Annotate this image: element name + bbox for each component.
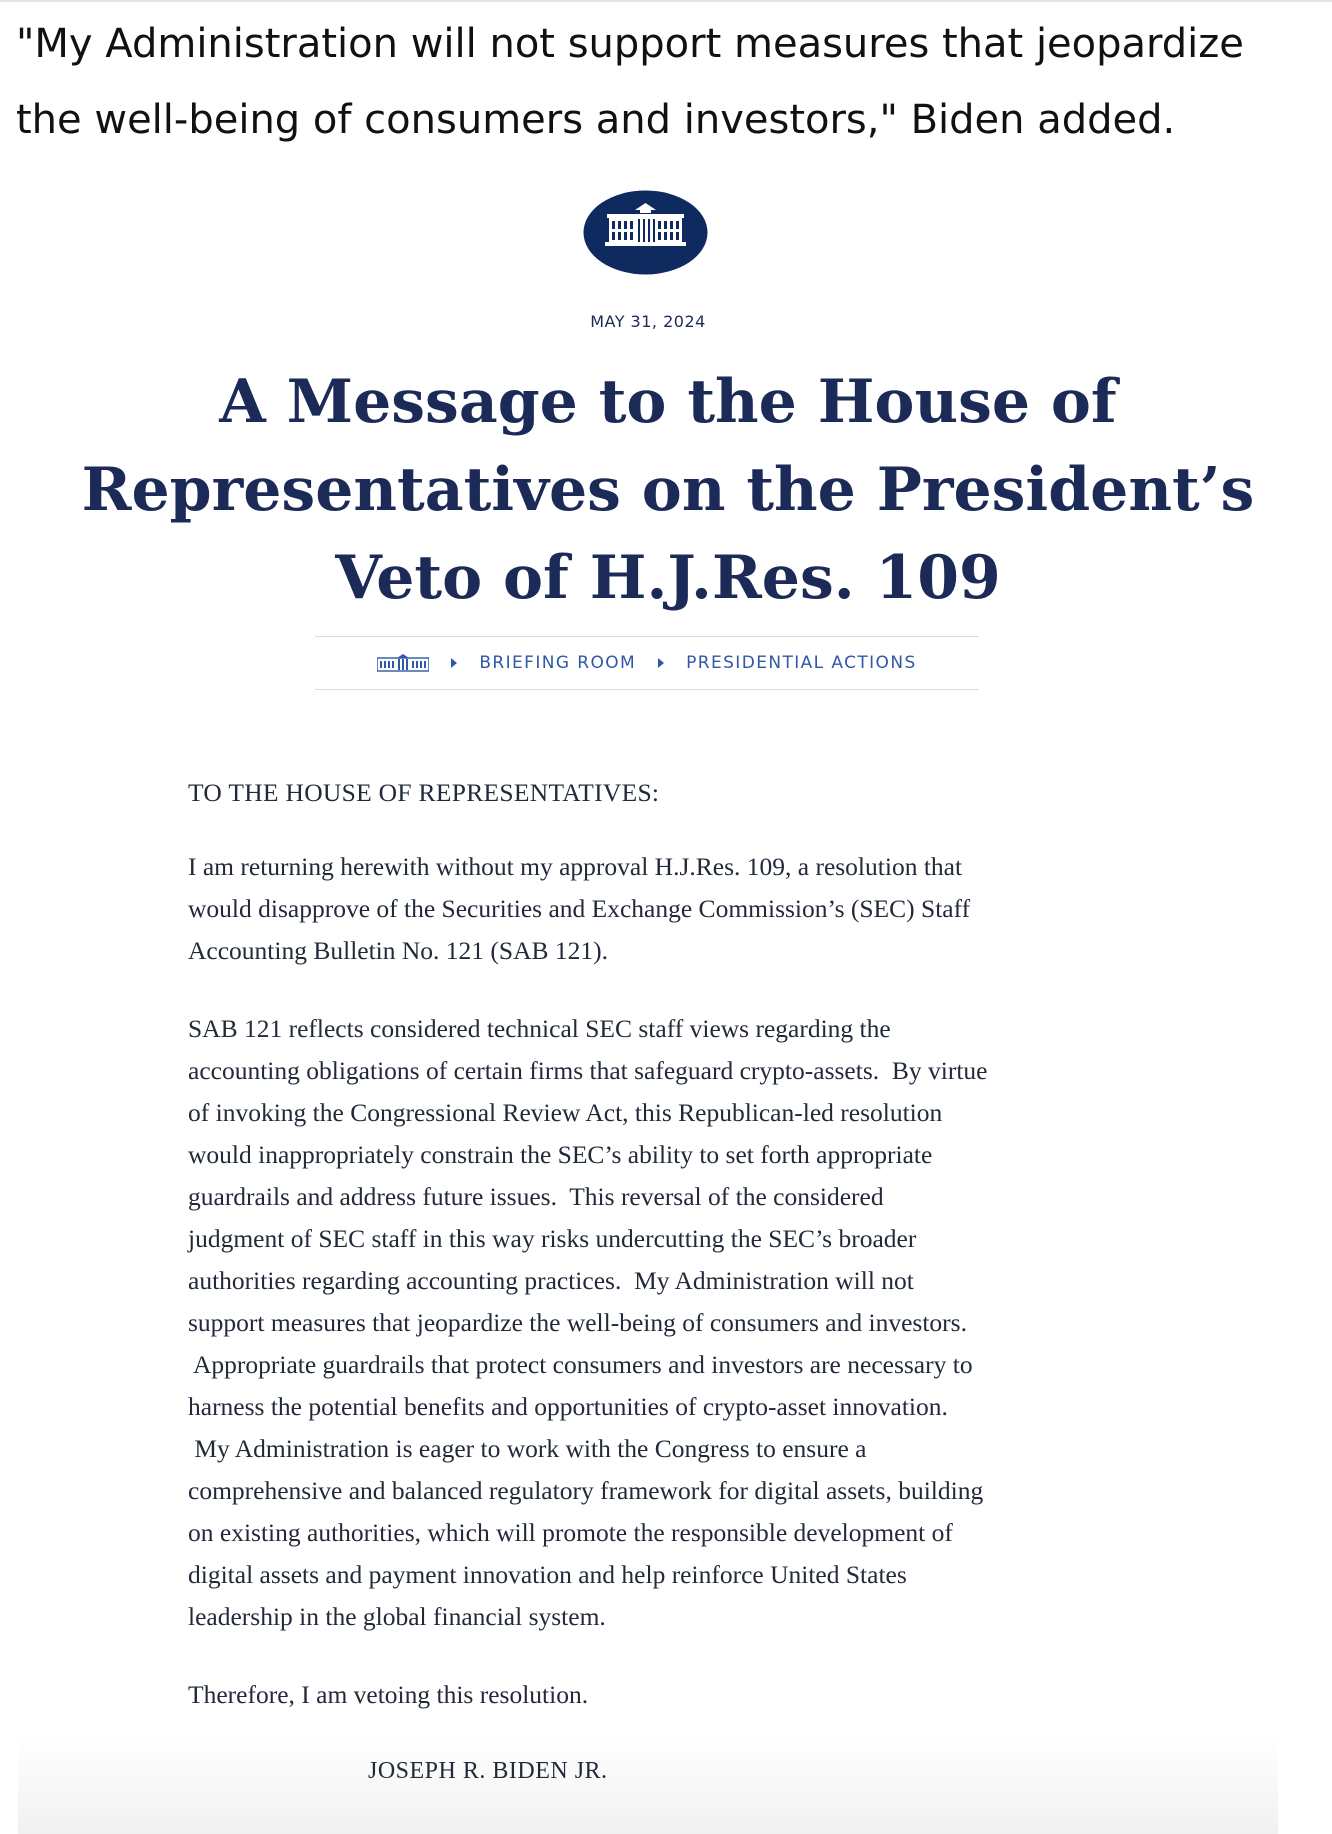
title-line: A Message to the House of: [219, 367, 1117, 437]
statement-body: [188, 772, 1128, 1752]
paragraph-2: [188, 1008, 1128, 1638]
paragraph-line: digital assets and payment innovation and help reinforce United States: [188, 1560, 907, 1589]
statement-screenshot: [18, 150, 1278, 1834]
title-line: Representatives on the President’s: [81, 455, 1255, 525]
paragraph-line: leadership in the global financial system.: [188, 1602, 606, 1631]
paragraph-line: Appropriate guardrails that protect consumers and investors are necessary to: [188, 1350, 973, 1379]
closing-line: Therefore, I am vetoing this resolution.: [188, 1680, 589, 1709]
signature-fade: [18, 1734, 1278, 1834]
paragraph-line: guardrails and address future issues. This reversal of the considered: [188, 1182, 884, 1211]
white-house-icon[interactable]: [377, 653, 429, 673]
title-line: Veto of H.J.Res. 109: [335, 543, 1001, 613]
article-quote: [16, 6, 1316, 158]
paragraph-line: on existing authorities, which will promote the responsible development of: [188, 1518, 953, 1547]
paragraph-line: would disapprove of the Securities and Exchange Commission’s (SEC) Staff: [188, 894, 971, 923]
paragraph-line: accounting obligations of certain firms that safeguard crypto-assets. By virtue: [188, 1056, 988, 1085]
caret-right-icon: [658, 658, 664, 668]
breadcrumb-presidential-actions[interactable]: PRESIDENTIAL ACTIONS: [686, 653, 917, 673]
paragraph-line: would inappropriately constrain the SEC’s ability to set forth appropriate: [188, 1140, 933, 1169]
paragraph-line: of invoking the Congressional Review Act, this Republican-led resolution: [188, 1098, 943, 1127]
paragraph-line: Accounting Bulletin No. 121 (SAB 121).: [188, 936, 609, 965]
top-divider: [0, 0, 1332, 2]
paragraph-line: authorities regarding accounting practices. My Administration will not: [188, 1266, 914, 1295]
white-house-seal-icon: [583, 190, 708, 275]
paragraph-line: I am returning herewith without my approval H.J.Res. 109, a resolution that: [188, 852, 963, 881]
salutation: TO THE HOUSE OF REPRESENTATIVES:: [188, 778, 660, 807]
caret-right-icon: [451, 658, 457, 668]
quote-line: "My Administration will not support measures that jeopardize: [16, 21, 1244, 67]
paragraph-line: SAB 121 reflects considered technical SEC staff views regarding the: [188, 1014, 891, 1043]
paragraph-1: [188, 846, 1128, 972]
breadcrumb: [315, 636, 979, 690]
paragraph-line: support measures that jeopardize the well-being of consumers and investors.: [188, 1308, 967, 1337]
page-title: [78, 358, 1258, 622]
paragraph-line: judgment of SEC staff in this way risks undercutting the SEC’s broader: [188, 1224, 917, 1253]
paragraph-line: comprehensive and balanced regulatory framework for digital assets, building: [188, 1476, 984, 1505]
paragraph-line: My Administration is eager to work with the Congress to ensure a: [188, 1434, 867, 1463]
breadcrumb-briefing-room[interactable]: BRIEFING ROOM: [479, 653, 637, 673]
quote-line: the well-being of consumers and investors," Biden added.: [16, 97, 1176, 143]
signature: JOSEPH R. BIDEN JR.: [368, 1758, 608, 1784]
publication-date: MAY 31, 2024: [590, 312, 706, 331]
paragraph-line: harness the potential benefits and opportunities of crypto-asset innovation.: [188, 1392, 948, 1421]
